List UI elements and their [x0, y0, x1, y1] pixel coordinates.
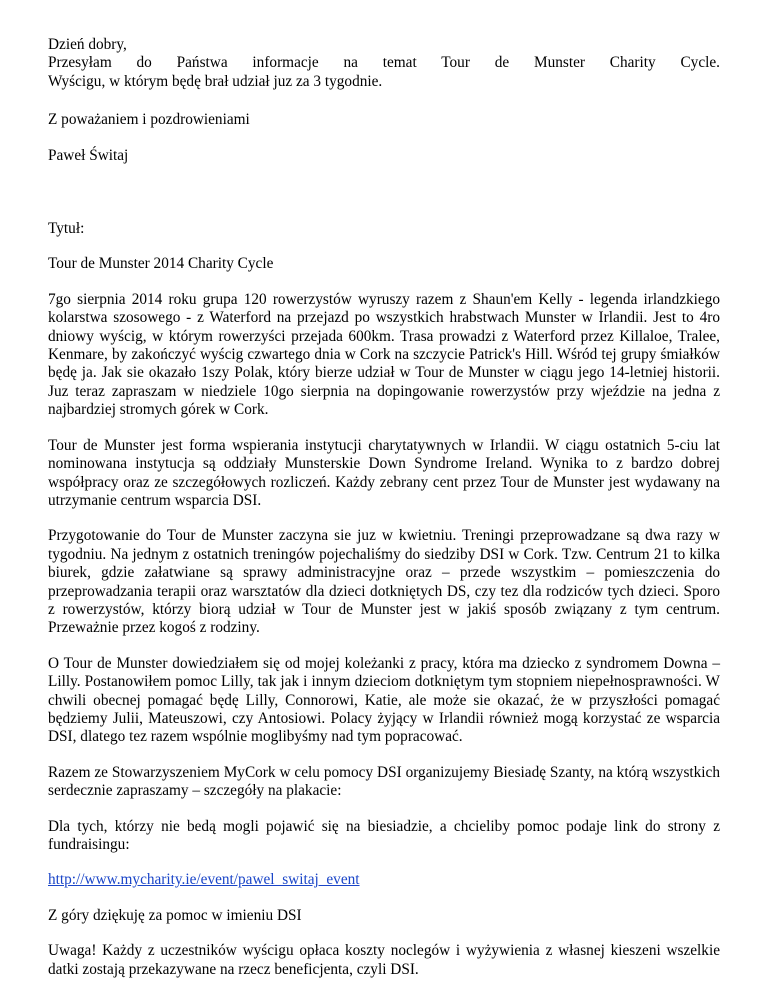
- greeting: Dzień dobry,: [48, 36, 127, 53]
- paragraph-training: Przygotowanie do Tour de Munster zaczyna sie juz w kwietniu. Treningi przeprowadzane są dwa razy w tygodniu. Na jednym z ostatnich treningów pojechaliśmy do siedziby DSI w Cork. Tzw. Centrum 21 to kilka biurek, gdzie załatwiane są sprawy administracyjne oraz – przede wszystkim – pomieszczenia do przeprowadzania terapii oraz warsztatów dla dzieci dotkniętych DS, czy tez dla rodziców tych dzieci. Sporo z rowerzystów, którzy biorą udział w Tour de Munster jest w jakiś sposób związany z tym centrum. Przeważnie przez kogoś z rodziny.: [48, 527, 720, 637]
- closing: Z poważaniem i pozdrowieniami: [48, 111, 250, 129]
- paragraph-link-intro: Dla tych, którzy nie bedą mogli pojawić się na biesiadzie, a chcieliby pomoc podaje link do strony z fundraisingu:: [48, 817, 720, 853]
- signature: Paweł Świtaj: [48, 146, 129, 164]
- fundraising-link[interactable]: http://www.mycharity.ie/event/pawel_switaj_event: [48, 871, 360, 889]
- paragraph-route: 7go sierpnia 2014 roku grupa 120 rowerzystów wyruszy razem z Shaun'em Kelly - legenda irlandzkiego kolarstwa szosowego - z Waterford na przejazd po wszystkich hrabstwach Munster w Irlandii. Jest to 4ro dniowy wyścig, w którym rowerzyści przejada 600km. Trasa prowadzi z Waterford przez Killaloe, Tralee, Kenmare, by zakończyć wyścig czwartego dnia w Cork na szczycie Patrick's Hill. Wśród tej grupy śmiałków będę ja. Jak sie okazało 1szy Polak, który bierze udział w Tour de Munster w ciągu jego 14-letniej historii. Juz teraz zapraszam w niedziele 10go sierpnia na dopingowanie rowerzystów przy wjeździe na jedna z najbardziej stromych górek w Cork.: [48, 290, 720, 419]
- article-title: Tour de Munster 2014 Charity Cycle: [48, 255, 274, 273]
- title-label: Tytuł:: [48, 220, 85, 238]
- paragraph-motivation: O Tour de Munster dowiedziałem się od mojej koleżanki z pracy, która ma dziecko z syndromem Downa – Lilly. Postanowiłem pomoc Lilly, tak jak i innym dzieciom dotkniętym tym stopniem niepełnosprawności. W chwili obecnej pomagać będę Lilly, Connorowi, Katie, ale może sie okazać, że w przyszłości pomagać będziemy Julii, Mateuszowi, czy Antosiowi. Polacy żyjący w Irlandii również mogą korzystać ze wsparcia DSI, dlatego tez razem wspólnie moglibyśmy nad tym popracować.: [48, 654, 720, 746]
- paragraph-charity: Tour de Munster jest forma wspierania instytucji charytatywnych w Irlandii. W ciągu ostatnich 5-ciu lat nominowana instytucja są oddziały Munsterskie Down Syndrome Ireland. Wynika to z bardzo dobrej współpracy oraz ze szczegółowych rozliczeń. Każdy zebrany cent przez Tour de Munster jest wydawany na utrzymanie centrum wsparcia DSI.: [48, 436, 720, 509]
- intro-line-2: Wyścigu, w którym będę brał udział juz za 3 tygodnie.: [48, 72, 383, 90]
- note: Uwaga! Każdy z uczestników wyścigu opłaca koszty noclegów i wyżywienia z własnej kieszeni wszelkie datki zostają przekazywane na rzecz beneficjenta, czyli DSI.: [48, 942, 720, 978]
- intro-line-1: Przesyłam do Państwa informacje na temat Tour de Munster Charity Cycle.: [48, 54, 720, 72]
- letter-page: [48, 36, 720, 979]
- thanks: Z góry dziękuję za pomoc w imieniu DSI: [48, 906, 302, 924]
- paragraph-event: Razem ze Stowarzyszeniem MyCork w celu pomocy DSI organizujemy Biesiadę Szanty, na którą wszystkich serdecznie zapraszamy – szczegóły na plakacie:: [48, 763, 720, 800]
